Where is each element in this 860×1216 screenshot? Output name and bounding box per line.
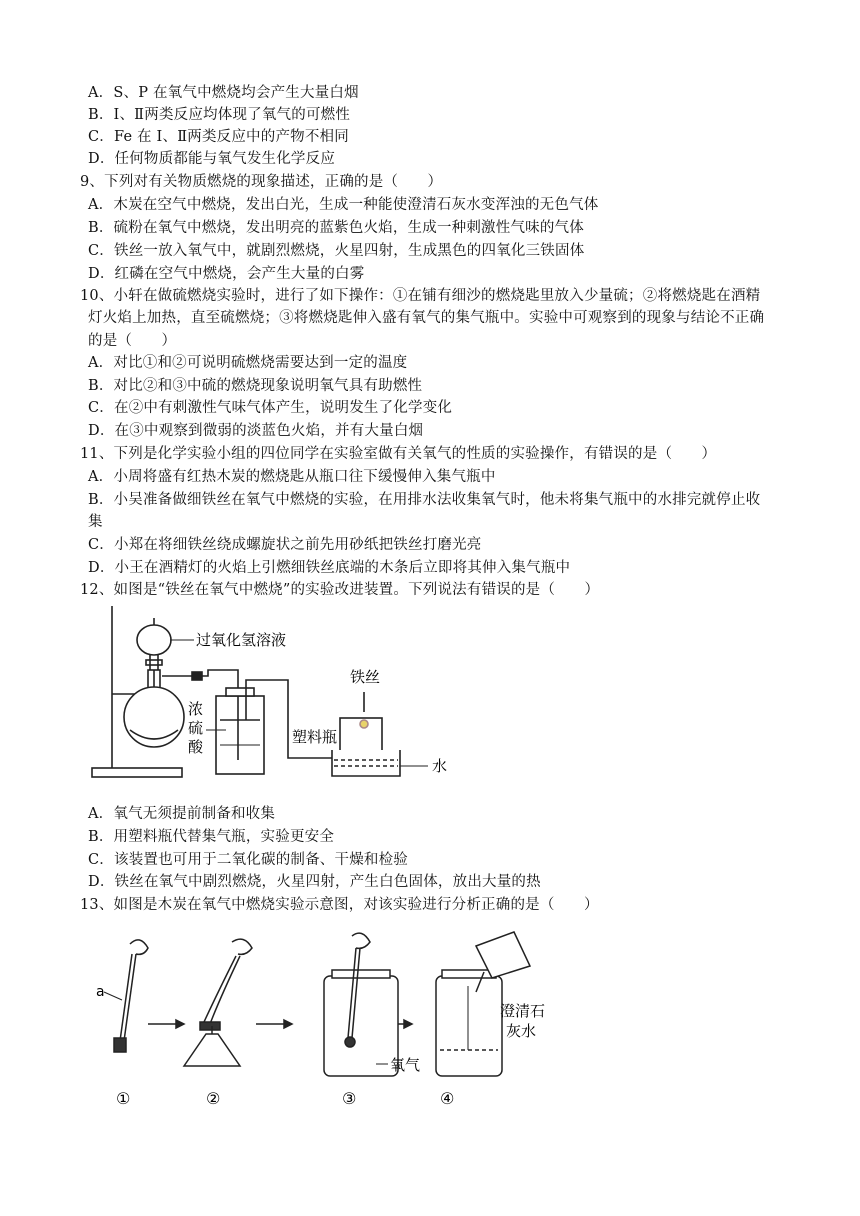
q9-option-a: A．木炭在空气中燃烧，发出白光，生成一种能使澄清石灰水变浑浊的无色气体 [88,197,599,213]
label-a: a [96,984,105,1000]
charcoal-2 [200,1022,220,1030]
q12-option-d: D．铁丝在氧气中剧烈燃烧，火星四射，产生白色固体，放出大量的热 [88,874,541,890]
q11-option-c: C．小郑在将细铁丝绕成螺旋状之前先用砂纸把铁丝打磨光亮 [88,537,482,553]
q10-option-c: C．在②中有刺激性气味气体产生，说明发生了化学变化 [88,400,453,416]
q12-option-c: C．该装置也可用于二氧化碳的制备、干燥和检验 [88,852,408,868]
q9-option-d: D．红磷在空气中燃烧，会产生大量的白雾 [88,266,365,282]
hand-3 [352,933,370,948]
step-label-3: ③ [342,1089,357,1108]
q11-stem: 11、下列是化学实验小组的四位同学在实验室做有关氧气的性质的实验操作，有错误的是（ ） [80,446,717,462]
arrow-3 [404,1020,412,1028]
q10-stem-line3: 的是（ ） [88,333,177,349]
q11-option-a: A．小周将盛有红热木炭的燃烧匙从瓶口往下缓慢伸入集气瓶中 [88,469,496,485]
q8-option-a: A．S、P 在氧气中燃烧均会产生大量白烟 [88,85,359,101]
hand-2 [232,939,252,954]
charcoal-1 [114,1038,126,1052]
q9-option-b: B．硫粉在氧气中燃烧，发出明亮的蓝紫色火焰，生成一种刺激性气味的气体 [88,220,584,236]
label-oxygen: 氧气 [390,1056,421,1074]
label-h2so4-2: 硫 [188,719,204,737]
label-water: 水 [432,757,448,775]
q11-option-d: D．小王在酒精灯的火焰上引燃细铁丝底端的木条后立即将其伸入集气瓶中 [88,560,571,576]
hand-1 [130,940,148,955]
iron-wire-flame [360,720,368,728]
arrow-2 [284,1020,292,1028]
q10-option-d: D．在③中观察到微弱的淡蓝色火焰，并有大量白烟 [88,423,424,439]
label-limewater-1: 澄清石 [500,1002,546,1020]
q13-charcoal-figure [84,926,564,1111]
q12-option-b: B．用塑料瓶代替集气瓶，实验更安全 [88,829,335,845]
burning-charcoal [345,1037,355,1047]
label-limewater-2: 灰水 [506,1022,537,1040]
q10-option-b: B．对比②和③中硫的燃烧现象说明氧气具有助燃性 [88,378,423,394]
label-h2o2: 过氧化氢溶液 [196,631,287,649]
q9-stem: 9、下列对有关物质燃烧的现象描述，正确的是（ ） [80,174,443,190]
q10-option-a: A．对比①和②可说明硫燃烧需要达到一定的温度 [88,355,408,371]
q8-option-b: B．I、Ⅱ两类反应均体现了氧气的可燃性 [88,107,351,123]
step-label-1: ① [116,1089,131,1108]
q10-stem-line1: 10、小轩在做硫燃烧实验时，进行了如下操作：①在铺有细沙的燃烧匙里放入少量硫；②将燃烧匙在酒精 [80,288,761,304]
label-h2so4-1: 浓 [188,700,204,718]
step-label-2: ② [206,1089,221,1108]
alcohol-lamp [184,1034,240,1066]
round-flask [124,687,184,747]
q13-stem: 13、如图是木炭在氧气中燃烧实验示意图，对该实验进行分析正确的是（ ） [80,897,599,913]
q11-option-b-wrap: 集 [88,514,103,530]
gas-jar-limewater [436,976,502,1076]
q9-option-c: C．铁丝一放入氧气中，就剧烈燃烧，火星四射，生成黑色的四氧化三铁固体 [88,243,585,259]
label-plastic-bottle: 塑料瓶 [292,728,338,746]
q12-apparatus-figure [88,600,468,790]
gas-jar-oxygen [324,976,398,1076]
label-h2so4-3: 酸 [188,738,204,756]
step-label-4: ④ [440,1089,455,1108]
q8-option-d: D．任何物质都能与氧气发生化学反应 [88,151,336,167]
separatory-funnel [137,625,171,655]
q11-option-b: B．小吴准备做细铁丝在氧气中燃烧的实验，在用排水法收集氧气时，他未将集气瓶中的水排完就停止收 [88,492,761,508]
arrow-1 [176,1020,184,1028]
q8-option-c: C．Fe 在 I、Ⅱ两类反应中的产物不相同 [88,129,349,145]
q10-stem-line2: 灯火焰上加热，直至硫燃烧；③将燃烧匙伸入盛有氧气的集气瓶中。实验中可观察到的现象与结论不正确 [88,310,765,326]
wash-bottle [216,696,264,774]
water-trough [332,750,400,776]
q12-stem: 12、如图是“铁丝在氧气中燃烧”的实验改进装置。下列说法有错误的是（ ） [80,582,600,598]
label-iron-wire: 铁丝 [350,668,381,686]
stand-base [92,768,182,777]
q12-option-a: A．氧气无须提前制备和收集 [88,806,276,822]
